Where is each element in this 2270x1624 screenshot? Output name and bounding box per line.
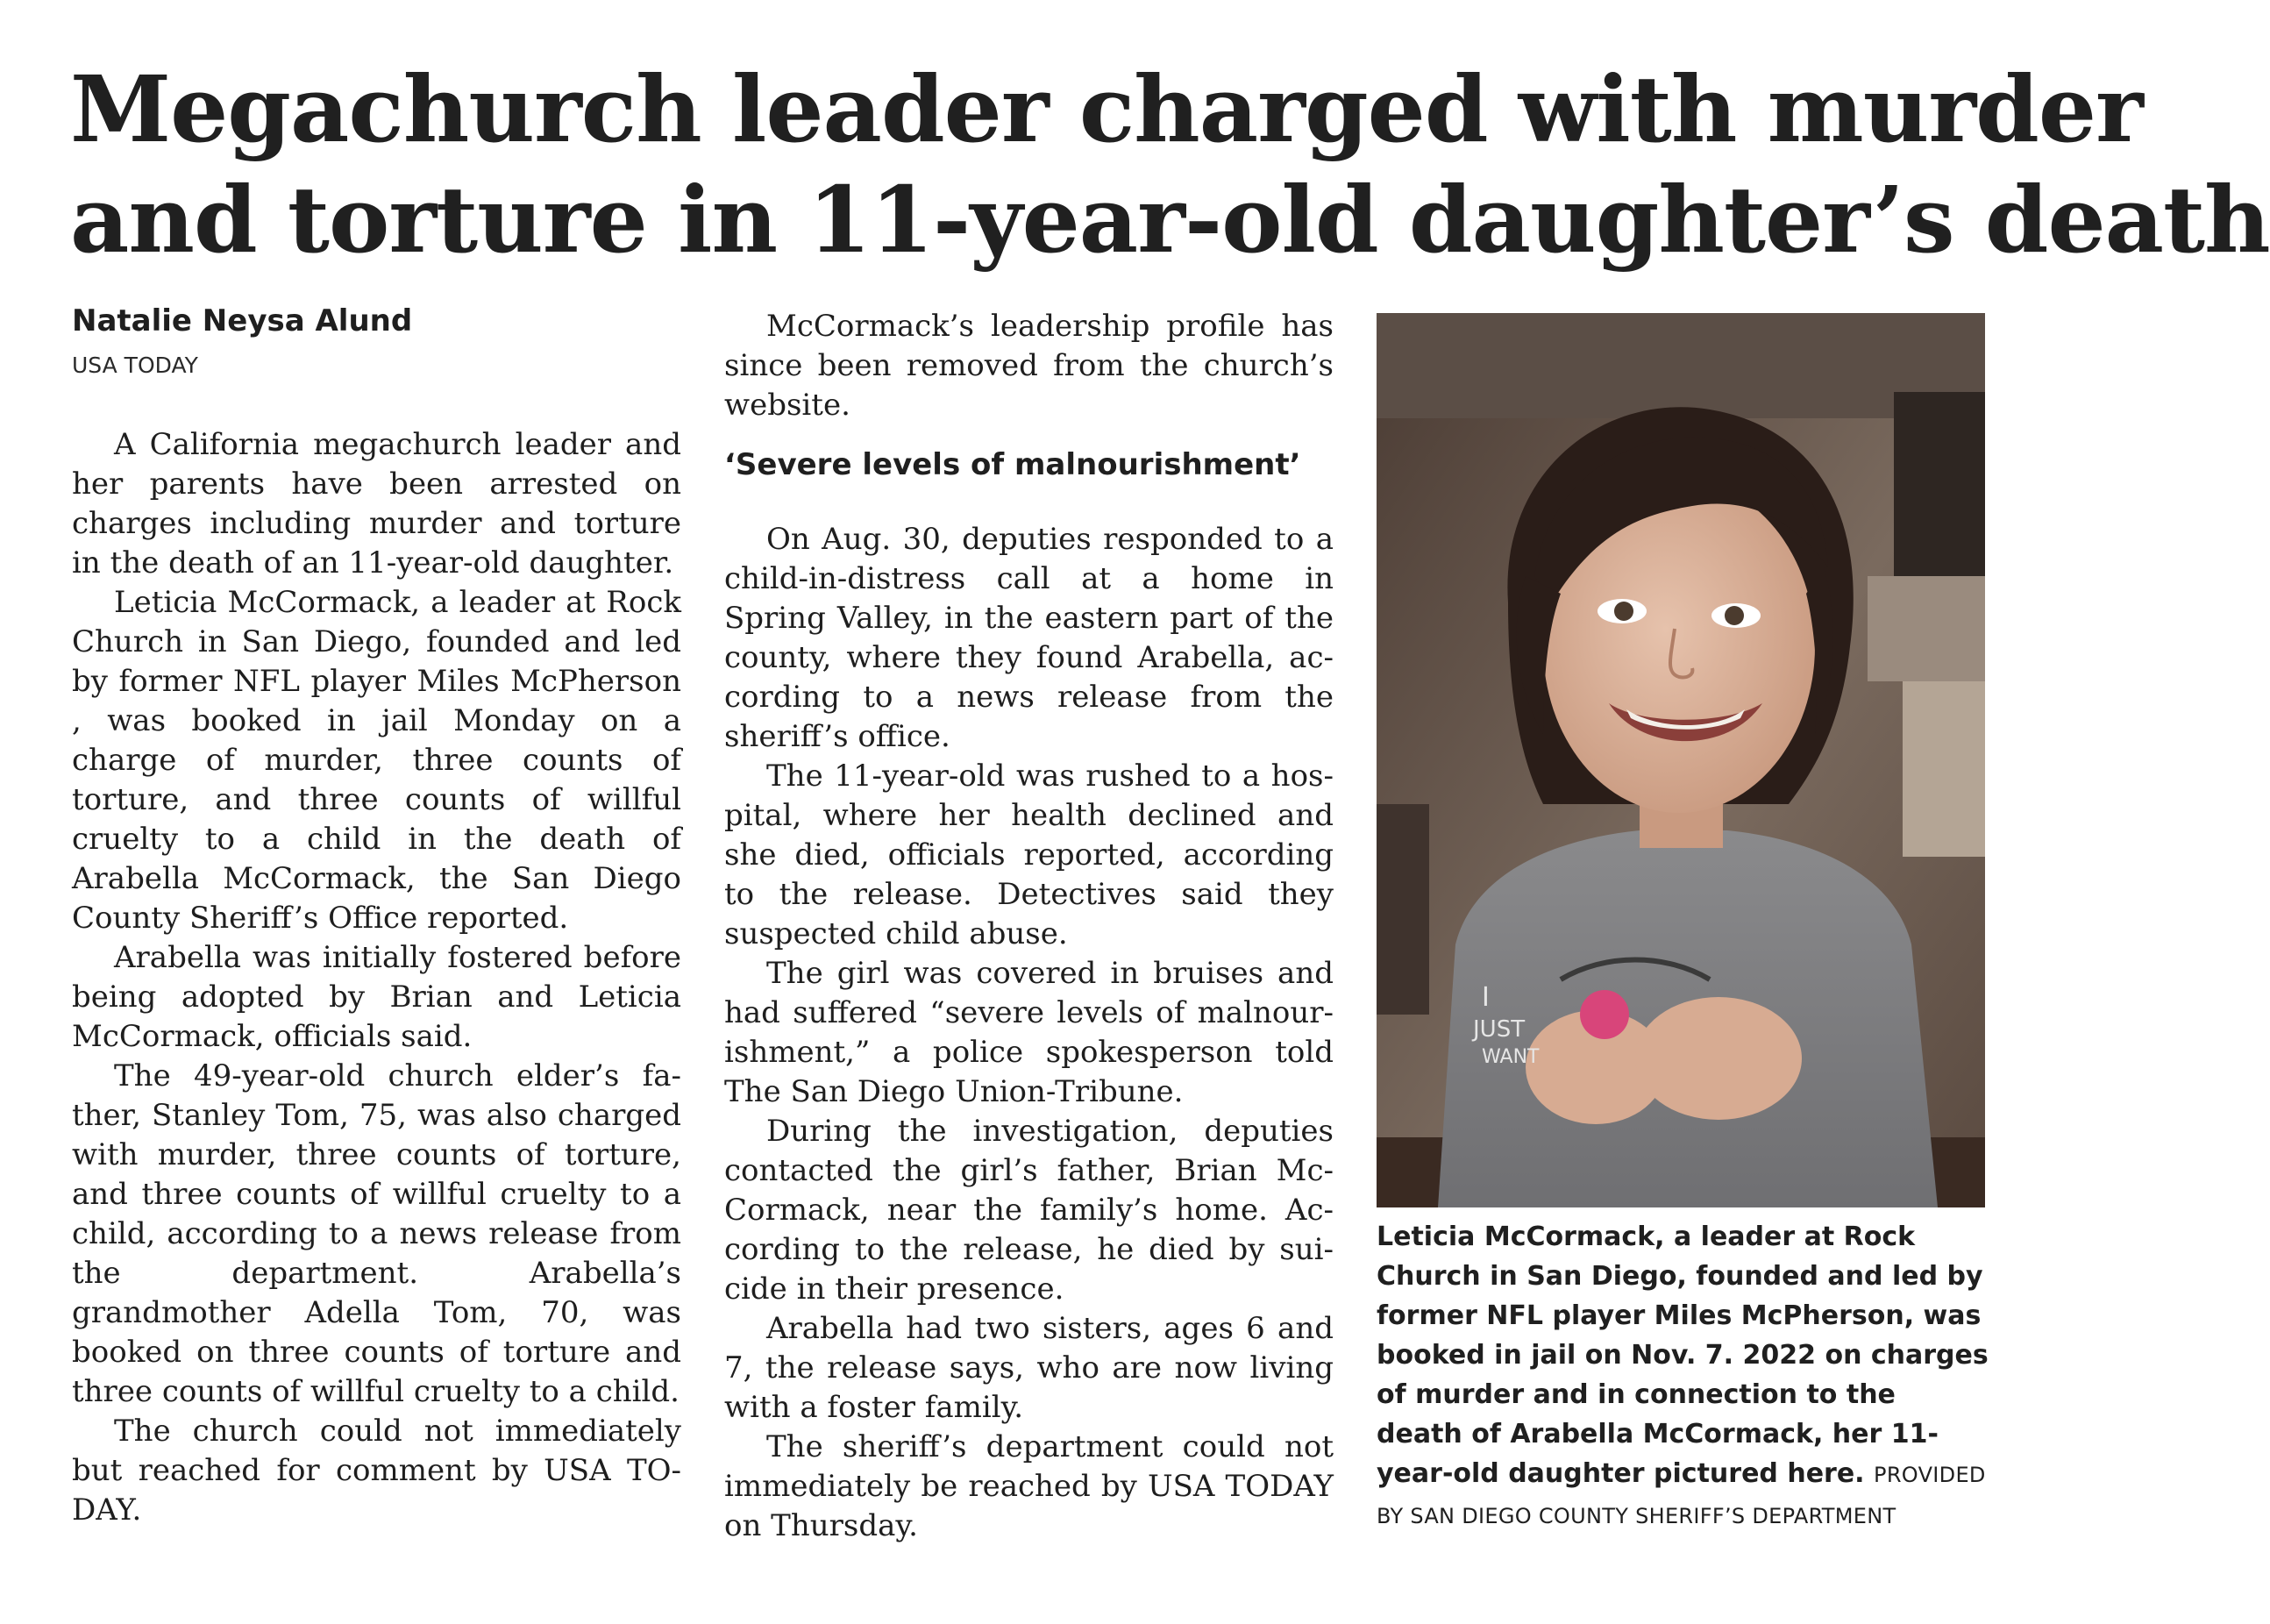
shirt-text-2: JUST bbox=[1473, 1016, 1526, 1043]
section-subhead: ‘Severe levels of malnourishment’ bbox=[724, 447, 1301, 482]
article-column-2 bbox=[724, 307, 1334, 1546]
photo-girl-portrait bbox=[1377, 313, 1985, 1207]
paragraph: The 11-year-old was rushed to a hospital, where her health declined and she died, officials reported, according to the release. Detectives said they suspected child abuse. bbox=[724, 759, 1334, 951]
photo-caption bbox=[1377, 1217, 1990, 1536]
paragraph: On Aug. 30, deputies responded to a child-in-distress call at a home in Spring Valley, in the eastern part of the county, where they found Arabella, according to a news release from the sheriff’s office. bbox=[724, 522, 1334, 754]
shirt-text-3: WANT bbox=[1482, 1046, 1540, 1068]
paragraph: Arabella was initially fostered before being adopted by Brian and Leticia McCormack, officials said. bbox=[72, 940, 681, 1054]
headline bbox=[70, 54, 2270, 275]
paragraph: McCormack’s leadership profile has since been removed from the church’s website. bbox=[724, 309, 1334, 423]
paragraph: Arabella had two sisters, ages 6 and 7, the release says, who are now living with a foster family. bbox=[724, 1311, 1334, 1425]
byline-outlet: USA TODAY bbox=[72, 353, 198, 378]
article-column-1 bbox=[72, 425, 681, 1530]
paragraph: The church could not immediately but reached for comment by USA TODAY. bbox=[72, 1414, 681, 1528]
portrait-illustration bbox=[1377, 313, 1985, 1207]
paragraph: During the investigation, deputies contacted the girl’s father, Brian McCormack, near the family’s home. According to the release, he died by suicide in their presence. bbox=[724, 1114, 1334, 1307]
caption-text: Leticia McCormack, a leader at Rock Church in San Diego, founded and led by former NFL player Miles McPherson, was booked in jail on Nov. 7. 2022 on charges of murder and in connection to the death of Arabella McCormack, her 11-year-old daughter pictured here. bbox=[1377, 1222, 1989, 1489]
shirt-text-1: I bbox=[1482, 982, 1490, 1013]
paragraph: A California megachurch leader and her parents have been arrested on charges including murder and torture in the death of an 11-year-old daughter. bbox=[72, 427, 681, 581]
headline-line-1: Megachurch leader charged with murder bbox=[70, 55, 2143, 163]
byline-author: Natalie Neysa Alund bbox=[72, 303, 413, 338]
paragraph: Leticia McCormack, a leader at Rock Church in San Diego, founded and led by former NFL player Miles McPherson , was booked in jail Monday on a charge of murder, three counts of torture, and three counts of willful cruelty to a child in the death of Arabella McCormack, the San Diego County Sheriff’s Office reported. bbox=[72, 585, 681, 936]
paragraph: The 49-year-old church elder’s father, Stanley Tom, 75, was also charged with murder, three counts of torture, and three counts of willful cruelty to a child, according to a news release from the department. Arabella’s grandmother Adella Tom, 70, was booked on three counts of torture and three counts of willful cruelty to a child. bbox=[72, 1058, 681, 1409]
headline-line-2: and torture in 11-year-old daughter’s death bbox=[70, 166, 2270, 274]
paragraph: The sheriff’s department could not immediately be reached by USA TODAY on Thursday. bbox=[724, 1429, 1334, 1543]
paragraph: The girl was covered in bruises and had suffered “severe levels of malnourishment,” a police spokesperson told The San Diego Union-Tribune. bbox=[724, 956, 1334, 1109]
photo-credit: PROVIDED BY SAN DIEGO COUNTY SHERIFF’S DEPARTMENT bbox=[1377, 1463, 1986, 1528]
